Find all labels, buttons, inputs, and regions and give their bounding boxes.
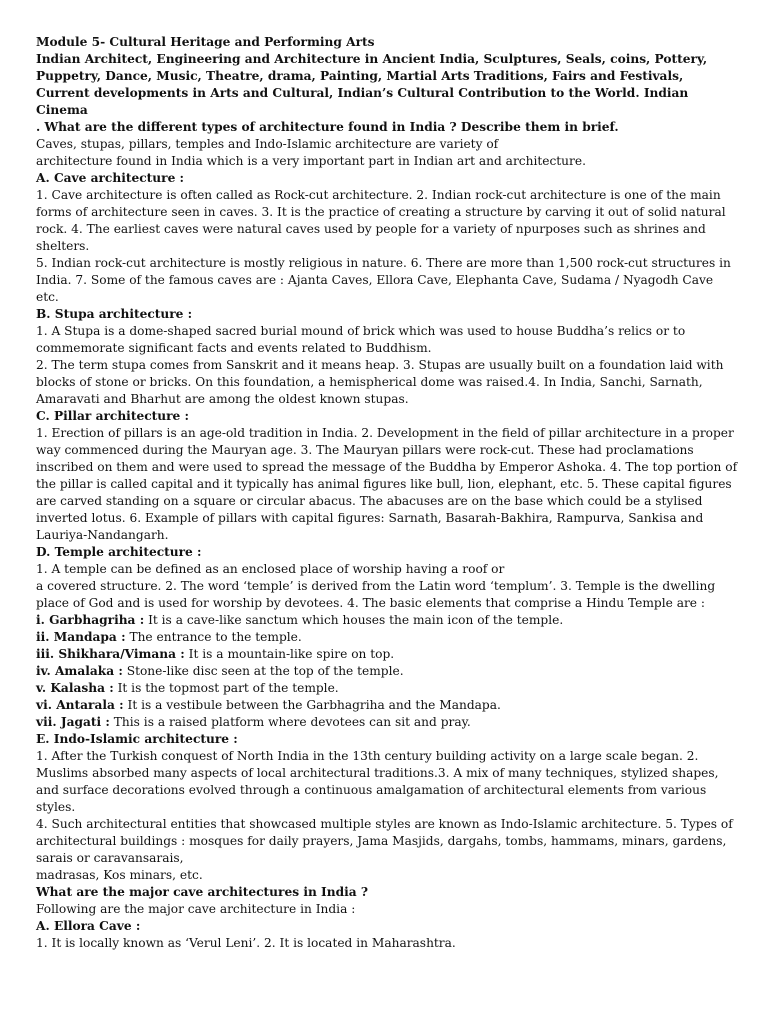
temple-element xyxy=(36,680,738,697)
temple-element xyxy=(36,629,738,646)
temple-heading: D. Temple architecture : xyxy=(36,545,202,559)
cave-heading: A. Cave architecture : xyxy=(36,171,185,185)
stupa-heading: B. Stupa architecture : xyxy=(36,307,193,321)
cave-paragraph-2: 5. Indian rock-cut architecture is mostly religious in nature. 6. There are more than 1,500 rock-cut structures in India. 7. Some of the famous caves are : Ajanta Caves, Ellora Cave, Elephanta Cave, Sudama / Nyagodh Cave etc. xyxy=(36,256,731,304)
temple-element-desc: It is a vestibule between the Garbhagriha and the Mandapa. xyxy=(123,698,501,712)
ellora-paragraph: 1. It is locally known as ‘Verul Leni’. 2. It is located in Maharashtra. xyxy=(36,936,456,950)
pillar-paragraph: 1. Erection of pillars is an age-old tradition in India. 2. Development in the field of pillar architecture in a proper way commenced during the Mauryan age. 3. The Mauryan pillars were rock-cut. These had proclamations inscribed on them and were used to spread the message of the Buddha by Emperor Ashoka. 4. The top portion of the pillar is called capital and it typically has animal figures like bull, lion, elephant, etc. 5. These capital figures are carved standing on a square or circular abacus. The abacuses are on the base which could be a stylised inverted lotus. 6. Example of pillars with capital figures: Sarnath, Basarah-Bakhira, Rampurva, Sankisa and Lauriya-Nandangarh. xyxy=(36,426,738,542)
question-architecture-types: . What are the different types of architecture found in India ? Describe them in brief. xyxy=(36,120,619,134)
temple-element xyxy=(36,646,738,663)
module-subtitle: Indian Architect, Engineering and Architecture in Ancient India, Sculptures, Seals, coins, Pottery, Puppetry, Dance, Music, Theatre, drama, Painting, Martial Arts Traditions, Fairs and Festivals, Current developments in Arts and Cultural, Indian’s Cultural Contribution to the World. Indian Cinema xyxy=(36,52,708,117)
temple-element-term: iii. Shikhara/Vimana : xyxy=(36,647,185,661)
temple-element-term: ii. Mandapa : xyxy=(36,630,126,644)
temple-element-desc: It is a mountain-like spire on top. xyxy=(184,647,395,661)
temple-element xyxy=(36,663,738,680)
temple-element-desc: It is a cave-like sanctum which houses the main icon of the temple. xyxy=(144,613,564,627)
temple-element-term: v. Kalasha : xyxy=(36,681,114,695)
pillar-heading: C. Pillar architecture : xyxy=(36,409,190,423)
major-caves-intro: Following are the major cave architecture in India : xyxy=(36,902,356,916)
temple-element-term: vii. Jagati : xyxy=(36,715,110,729)
temple-paragraph-1a: 1. A temple can be defined as an enclosed place of worship having a roof or xyxy=(36,562,505,576)
temple-element-term: vi. Antarala : xyxy=(36,698,124,712)
temple-element-term: iv. Amalaka : xyxy=(36,664,123,678)
indo-islamic-paragraph-2: 4. Such architectural entities that showcased multiple styles are known as Indo-Islamic architecture. 5. Types of architectural buildings : mosques for daily prayers, Jama Masjids, dargahs, tombs, hammams, minars, gardens, sarais or caravansarais, xyxy=(36,817,733,865)
cave-paragraph-1: 1. Cave architecture is often called as Rock-cut architecture. 2. Indian rock-cut architecture is one of the main forms of architecture seen in caves. 3. It is the practice of creating a structure by carving it out of solid natural rock. 4. The earliest caves were natural caves used by people for a variety of npurposes such as shrines and shelters. xyxy=(36,188,726,253)
temple-element-desc: The entrance to the temple. xyxy=(125,630,302,644)
module-title: Module 5- Cultural Heritage and Performing Arts xyxy=(36,35,375,49)
temple-element-desc: It is the topmost part of the temple. xyxy=(113,681,339,695)
stupa-paragraph-1: 1. A Stupa is a dome-shaped sacred burial mound of brick which was used to house Buddha’s relics or to commemorate significant facts and events related to Buddhism. xyxy=(36,324,686,355)
temple-paragraph-1b: a covered structure. 2. The word ‘temple’ is derived from the Latin word ‘templum’. 3. Temple is the dwelling place of God and is used for worship by devotees. 4. The basic elements that comprise a Hindu Temple are : xyxy=(36,579,716,610)
temple-element-desc: This is a raised platform where devotees can sit and pray. xyxy=(109,715,471,729)
ellora-heading: A. Ellora Cave : xyxy=(36,919,141,933)
temple-element xyxy=(36,714,738,731)
intro-line-2: architecture found in India which is a very important part in Indian art and architecture. xyxy=(36,154,586,168)
question-major-caves: What are the major cave architectures in India ? xyxy=(36,885,369,899)
indo-islamic-paragraph-3: madrasas, Kos minars, etc. xyxy=(36,868,203,882)
indo-islamic-heading: E. Indo-Islamic architecture : xyxy=(36,732,238,746)
temple-element-desc: Stone-like disc seen at the top of the temple. xyxy=(122,664,404,678)
temple-element xyxy=(36,612,738,629)
indo-islamic-paragraph-1: 1. After the Turkish conquest of North India in the 13th century building activity on a large scale began. 2. Muslims absorbed many aspects of local architectural traditions.3. A mix of many techniques, stylized shapes, and surface decorations evolved through a continuous amalgamation of architectural elements from various styles. xyxy=(36,749,719,814)
intro-line-1: Caves, stupas, pillars, temples and Indo-Islamic architecture are variety of xyxy=(36,137,499,151)
stupa-paragraph-2: 2. The term stupa comes from Sanskrit and it means heap. 3. Stupas are usually built on a foundation laid with blocks of stone or bricks. On this foundation, a hemispherical dome was raised.4. In India, Sanchi, Sarnath, Amaravati and Bharhut are among the oldest known stupas. xyxy=(36,358,724,406)
temple-element xyxy=(36,697,738,714)
temple-element-term: i. Garbhagriha : xyxy=(36,613,145,627)
